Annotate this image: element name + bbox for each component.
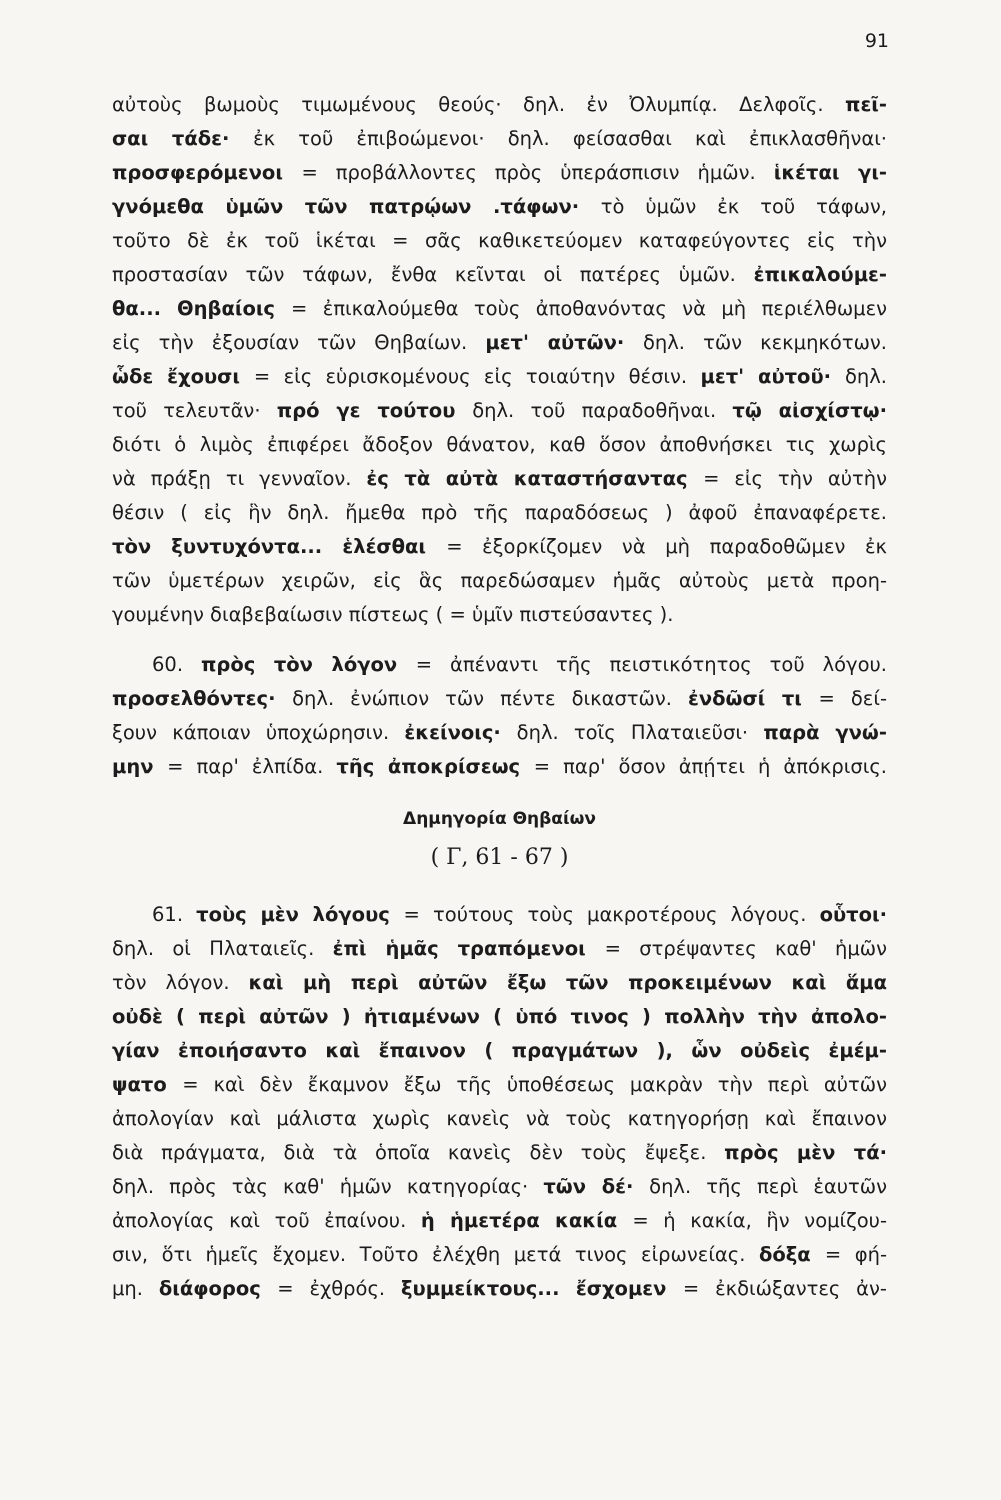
text-line: νὰ πράξῃ τι γενναῖον. ἐς τὰ αὐτὰ καταστήσαντας = εἰς τὴν αὐτὴν [112, 467, 887, 490]
section-heading: Δημηγορία Θηβαίων [403, 809, 596, 829]
text-line: θέσιν ( εἰς ἣν δηλ. ἤμεθα πρὸ τῆς παραδόσεως ) ἀφοῦ ἐπαναφέρετε. [112, 501, 887, 524]
text-line: γνόμεθα ὑμῶν τῶν πατρῴων .τάφων· τὸ ὑμῶν ἐκ τοῦ τάφων, [112, 195, 887, 218]
commentary-paragraph-1 [112, 88, 887, 632]
text-line: προστασίαν τῶν τάφων, ἔνθα κεῖνται οἱ πατέρες ὑμῶν. ἐπικαλούμε- [112, 263, 887, 286]
text-line: μην = παρ' ἐλπίδα. τῆς ἀποκρίσεως = παρ' ὅσον ἀπῄτει ἡ ἀπόκρισις. [112, 755, 887, 778]
text-line: τὸν ξυντυχόντα... ἑλέσθαι = ἐξορκίζομεν νὰ μὴ παραδοθῶμεν ἐκ [112, 535, 887, 558]
text-line: τοῦ τελευτᾶν· πρό γε τούτου δηλ. τοῦ παραδοθῆναι. τῷ αἰσχίστῳ· [112, 399, 887, 422]
text-line: μη. διάφορος = ἐχθρός. ξυμμείκτους... ἔσχομεν = ἐκδιώξαντες ἀν- [112, 1277, 887, 1300]
commentary-paragraph-60 [112, 648, 887, 784]
text-line: οὐδὲ ( περὶ αὐτῶν ) ἠτιαμένων ( ὑπό τινος ) πολλὴν τὴν ἀπολο- [112, 1005, 887, 1028]
text-line: προσφερόμενοι = προβάλλοντες πρὸς ὑπεράσπισιν ἡμῶν. ἱκέται γι- [112, 161, 888, 184]
section-reference: ( Γ, 61 - 67 ) [430, 845, 569, 870]
text-line: προσελθόντες· δηλ. ἐνώπιον τῶν πέντε δικαστῶν. ἐνδῶσί τι = δεί- [112, 687, 887, 710]
text-line: τῶν ὑμετέρων χειρῶν, εἰς ἃς παρεδώσαμεν ἡμᾶς αὐτοὺς μετὰ προη- [112, 569, 887, 592]
commentary-paragraph-61 [112, 898, 887, 1306]
text-line: θα... Θηβαίοις = ἐπικαλούμεθα τοὺς ἀποθανόντας νὰ μὴ περιέλθωμεν [112, 297, 888, 320]
text-line: σαι τάδε· ἐκ τοῦ ἐπιβοώμενοι· δηλ. φείσασθαι καὶ ἐπικλασθῆναι· [112, 127, 887, 150]
text-line: αὐτοὺς βωμοὺς τιμωμένους θεούς· δηλ. ἐν Ὀλυμπίᾳ. Δελφοῖς. πεῖ- [112, 93, 887, 116]
page-text [112, 88, 887, 1306]
text-line: ὧδε ἔχουσι = εἰς εὑρισκομένους εἰς τοιαύτην θέσιν. μετ' αὐτοῦ· δηλ. [112, 365, 887, 388]
text-line: σιν, ὅτι ἡμεῖς ἔχομεν. Τοῦτο ἐλέχθη μετά τινος εἰρωνείας. δόξα = φή- [112, 1243, 888, 1266]
text-line: 60. πρὸς τὸν λόγον = ἀπέναντι τῆς πειστικότητος τοῦ λόγου. [152, 653, 888, 676]
text-line: γουμένην διαβεβαίωσιν πίστεως ( = ὑμῖν πιστεύσαντες ). [112, 603, 674, 626]
page-number: 91 [864, 30, 889, 52]
text-line: τὸν λόγον. καὶ μὴ περὶ αὐτῶν ἔξω τῶν προκειμένων καὶ ἅμα [112, 971, 887, 994]
text-line: ἀπολογίας καὶ τοῦ ἐπαίνου. ἡ ἡμετέρα κακία = ἡ κακία, ἣν νομίζου- [112, 1209, 887, 1232]
text-line: τοῦτο δὲ ἐκ τοῦ ἱκέται = σᾶς καθικετεύομεν καταφεύγοντες εἰς τὴν [112, 229, 887, 252]
text-line: ἀπολογίαν καὶ μάλιστα χωρὶς κανεὶς νὰ τοὺς κατηγορήσῃ καὶ ἔπαινον [112, 1107, 887, 1130]
text-line: 61. τοὺς μὲν λόγους = τούτους τοὺς μακροτέρους λόγους. οὗτοι· [152, 903, 887, 926]
text-line: εἰς τὴν ἐξουσίαν τῶν Θηβαίων. μετ' αὐτῶν· δηλ. τῶν κεκμηκότων. [112, 331, 888, 354]
text-line: δηλ. πρὸς τὰς καθ' ἡμῶν κατηγορίας· τῶν δέ· δηλ. τῆς περὶ ἑαυτῶν [112, 1175, 887, 1198]
text-line: δηλ. οἱ Πλαταιεῖς. ἐπὶ ἡμᾶς τραπόμενοι = στρέψαντες καθ' ἡμῶν [112, 937, 887, 960]
text-line: διὰ πράγματα, διὰ τὰ ὁποῖα κανεὶς δὲν τοὺς ἔψεξε. πρὸς μὲν τά· [112, 1141, 887, 1164]
text-line: γίαν ἐποιήσαντο καὶ ἔπαινον ( πραγμάτων ), ὧν οὐδεὶς ἐμέμ- [112, 1039, 887, 1062]
text-line: ψατο = καὶ δὲν ἔκαμνον ἔξω τῆς ὑποθέσεως μακρὰν τὴν περὶ αὐτῶν [112, 1073, 888, 1096]
text-line: διότι ὁ λιμὸς ἐπιφέρει ἄδοξον θάνατον, καθ ὅσον ἀποθνήσκει τις χωρὶς [112, 433, 887, 456]
text-line: ξουν κάποιαν ὑποχώρησιν. ἐκείνοις· δηλ. τοῖς Πλαταιεῦσι· παρὰ γνώ- [112, 721, 887, 744]
